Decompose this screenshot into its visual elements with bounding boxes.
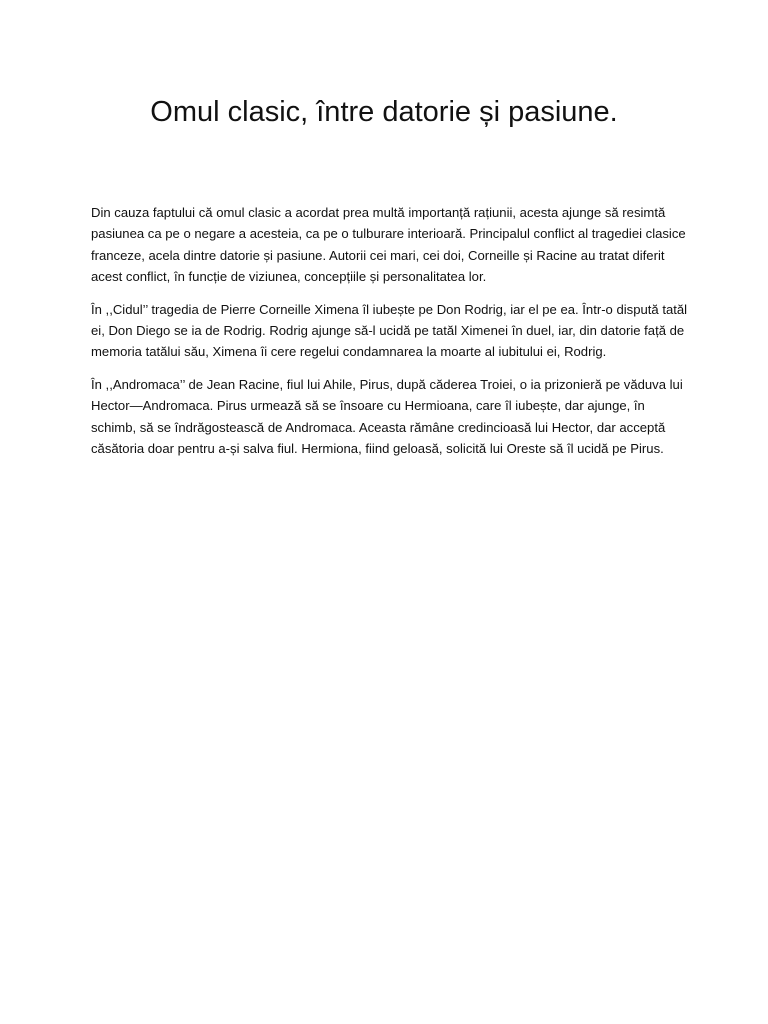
document-body bbox=[91, 202, 691, 470]
document-title: Omul clasic, între datorie și pasiune. bbox=[150, 96, 618, 128]
paragraph-intro: Din cauza faptului că omul clasic a acordat prea multă importanță rațiunii, acesta ajunge să resimtă pasiunea ca pe o negare a acesteia, ca pe o tulburare interioară. Principalul conflict al tragediei clasice franceze, acela dintre datorie și pasiune. Autorii cei mari, cei doi, Corneille și Racine au tratat diferit acest conflict, în funcție de viziunea, concepțiile și personalitatea lor. bbox=[91, 205, 686, 285]
paragraph-cidul: În ,,Cidul’’ tragedia de Pierre Corneille Ximena îl iubește pe Don Rodrig, iar el pe ea. Într-o dispută tatăl ei, Don Diego se ia de Rodrig. Rodrig ajunge să-l ucidă pe tatăl Ximenei în duel, iar, din datorie față de memoria tatălui său, Ximena îi cere regelui condamnarea la moarte al iubitului ei, Rodrig. bbox=[91, 301, 688, 360]
paragraph-andromaca: În ,,Andromaca’’ de Jean Racine, fiul lui Ahile, Pirus, după căderea Troiei, o ia prizonieră pe văduva lui Hector—Andromaca. Pirus urmează să se însoare cu Hermioana, care îl iubește, dar ajunge, în schimb, să se îndrăgostească de Andromaca. Aceasta rămâne credincioasă lui Hector, dar acceptă căsătoria doar pentru a-și salva fiul. Hermiona, fiind geloasă, solicită lui Oreste să îl ucidă pe Pirus. bbox=[91, 376, 683, 457]
